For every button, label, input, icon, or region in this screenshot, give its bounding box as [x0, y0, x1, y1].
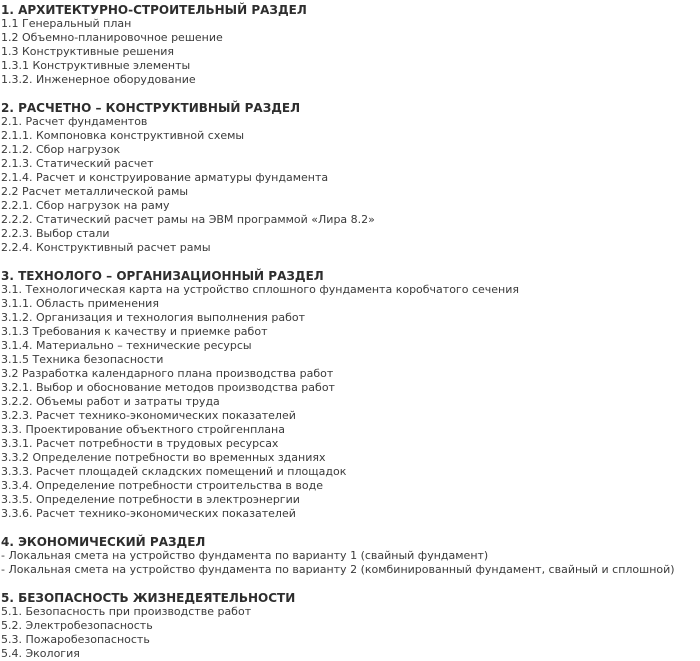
list-item: 3.1. Технологическая карта на устройство сплошного фундамента коробчатого сечения: [1, 283, 519, 296]
section-heading: 3. ТЕХНОЛОГО – ОРГАНИЗАЦИОННЫЙ РАЗДЕЛ: [1, 269, 324, 283]
list-item: 3.3.6. Расчет технико-экономических показателей: [1, 507, 296, 520]
list-item: 3.1.5 Техника безопасности: [1, 353, 164, 366]
list-item: 2.2.1. Сбор нагрузок на раму: [1, 199, 170, 212]
list-item: 2.2.4. Конструктивный расчет рамы: [1, 241, 211, 254]
list-item: 3.3. Проектирование объектного стройгенплана: [1, 423, 285, 436]
list-item: 2.1.4. Расчет и конструирование арматуры фундамента: [1, 171, 329, 184]
list-item: 3.1.3 Требования к качеству и приемке работ: [1, 325, 268, 338]
list-item: 3.2.3. Расчет технико-экономических показателей: [1, 409, 296, 422]
section-architectural: [1, 3, 699, 87]
list-item: 3.3.1. Расчет потребности в трудовых ресурсах: [1, 437, 279, 450]
section-economic: [1, 535, 699, 577]
list-item: 2.2 Расчет металлической рамы: [1, 185, 189, 198]
list-item: 2.2.3. Выбор стали: [1, 227, 110, 240]
list-item: 2.1. Расчет фундаментов: [1, 115, 148, 128]
list-item: - Локальная смета на устройство фундамента по варианту 1 (свайный фундамент): [1, 549, 489, 562]
list-item: 1.2 Объемно-планировочное решение: [1, 31, 223, 44]
section-heading: 2. РАСЧЕТНО – КОНСТРУКТИВНЫЙ РАЗДЕЛ: [1, 101, 301, 115]
section-structural: [1, 101, 699, 255]
list-item: 3.1.2. Организация и технология выполнения работ: [1, 311, 306, 324]
list-item: 2.2.2. Статический расчет рамы на ЭВМ программой «Лира 8.2»: [1, 213, 375, 226]
list-item: - Локальная смета на устройство фундамента по варианту 2 (комбинированный фундамент, свайный и сплошной): [1, 563, 675, 576]
list-item: 3.2 Разработка календарного плана производства работ: [1, 367, 334, 380]
section-life-safety: [1, 591, 699, 661]
section-heading: 4. ЭКОНОМИЧЕСКИЙ РАЗДЕЛ: [1, 535, 206, 549]
list-item: 5.4. Экология: [1, 647, 80, 660]
list-item: 2.1.2. Сбор нагрузок: [1, 143, 121, 156]
list-item: 3.3.4. Определение потребности строительства в воде: [1, 479, 323, 492]
list-item: 2.1.3. Статический расчет: [1, 157, 154, 170]
list-item: 2.1.1. Компоновка конструктивной схемы: [1, 129, 245, 142]
list-item: 3.2.2. Объемы работ и затраты труда: [1, 395, 220, 408]
list-item: 1.1 Генеральный план: [1, 17, 132, 30]
section-heading: 1. АРХИТЕКТУРНО-СТРОИТЕЛЬНЫЙ РАЗДЕЛ: [1, 3, 307, 17]
list-item: 1.3.1 Конструктивные элементы: [1, 59, 191, 72]
list-item: 3.3.2 Определение потребности во временных зданиях: [1, 451, 326, 464]
list-item: 1.3.2. Инженерное оборудование: [1, 73, 196, 86]
list-item: 5.3. Пожаробезопасность: [1, 633, 150, 646]
section-heading: 5. БЕЗОПАСНОСТЬ ЖИЗНЕДЕЯТЕЛЬНОСТИ: [1, 591, 296, 605]
list-item: 3.1.1. Область применения: [1, 297, 159, 310]
list-item: 1.3 Конструктивные решения: [1, 45, 175, 58]
list-item: 3.3.5. Определение потребности в электроэнергии: [1, 493, 300, 506]
section-technological: [1, 269, 699, 521]
list-item: 3.1.4. Материально – технические ресурсы: [1, 339, 252, 352]
list-item: 3.2.1. Выбор и обоснование методов производства работ: [1, 381, 335, 394]
list-item: 3.3.3. Расчет площадей складских помещений и площадок: [1, 465, 347, 478]
document-body: [1, 3, 699, 661]
list-item: 5.1. Безопасность при производстве работ: [1, 605, 252, 618]
list-item: 5.2. Электробезопасность: [1, 619, 153, 632]
